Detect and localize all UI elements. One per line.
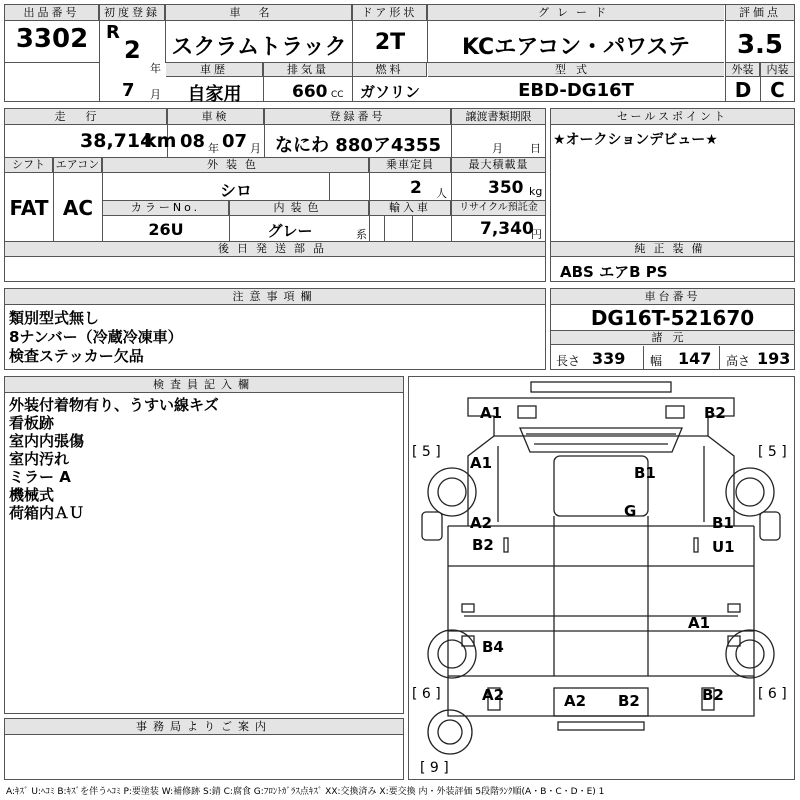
svg-text:A2: A2 [482, 686, 505, 704]
load: 350 [488, 178, 524, 198]
legend-text: A:ｷｽﾞ U:ﾍｺﾐ B:ｷｽﾞを伴うﾍｺﾐ P:要塗装 W:補修跡 S:錆 C:腐食 G:ﾌﾛﾝﾄｶﾞﾗｽ点ｷｽﾞ XX:交換済み X:要交換 内・外装評価 5段階ﾗﾝｸ順(A・B・C・D・E) 1 [6, 787, 605, 797]
note-line: 検査ステッカー欠品 [9, 347, 144, 365]
inspector-line: 室内汚れ [9, 450, 70, 468]
plate-header: 登録番号 [265, 109, 451, 125]
office-header: 事務局よりご案内 [5, 719, 403, 735]
insp-year: 08 [180, 131, 206, 152]
svg-text:B2: B2 [704, 404, 726, 422]
int-color: グレー [267, 222, 313, 240]
load-header: 最大積載量 [452, 158, 545, 173]
color-no-header: カラーNo. [103, 201, 229, 216]
recycle-fee: 7,340 [480, 219, 534, 239]
svg-text:[ 5 ]: [ 5 ] [758, 444, 787, 460]
svg-text:[ 6 ]: [ 6 ] [758, 686, 787, 702]
first-reg-header: 初度登録 [100, 5, 165, 21]
displacement: 660 [292, 82, 328, 102]
ext-color-header: 外装色 [103, 158, 369, 173]
grade: KCエアコン・パワステ [461, 35, 690, 60]
transfer-day-unit: 日 [530, 142, 541, 155]
inspector-line: 看板跡 [9, 414, 55, 432]
fuel-header: 燃料 [353, 63, 427, 77]
mileage-header: 走行 [5, 109, 167, 125]
displacement-header: 排気量 [264, 63, 352, 77]
import-header: 輸入車 [370, 201, 451, 216]
svg-text:A2: A2 [470, 514, 493, 532]
grade-header: グレード [428, 5, 724, 21]
int-color-unit: 系 [356, 228, 367, 241]
height-label: 高さ [726, 354, 751, 368]
shift: FAT [9, 196, 49, 220]
interior-score: C [770, 78, 785, 102]
inspector-block [4, 376, 404, 714]
door-type: 2T [374, 30, 406, 55]
recycle-unit: 円 [531, 228, 542, 241]
chassis-number: DG16T-521670 [590, 306, 755, 330]
model: EBD-DG16T [518, 80, 634, 101]
svg-text:[ 5 ]: [ 5 ] [412, 444, 441, 460]
svg-text:B2: B2 [472, 536, 494, 554]
svg-text:A2: A2 [564, 692, 587, 710]
svg-text:B2: B2 [618, 692, 640, 710]
exterior-score: D [734, 78, 752, 102]
svg-text:B4: B4 [482, 638, 504, 656]
model-header: 型式 [428, 63, 724, 77]
ac: AC [62, 196, 94, 220]
vehicle-damage-diagram [408, 376, 795, 780]
insp-month-unit: 月 [250, 142, 261, 155]
notes-header: 注意事項欄 [5, 289, 545, 305]
transfer-month-unit: 月 [492, 142, 503, 155]
lot-no-header: 出品番号 [5, 5, 99, 21]
mileage: 38,714 [80, 130, 154, 152]
era: R [106, 22, 120, 43]
car-name: スクラムトラック [171, 35, 347, 60]
svg-text:B2: B2 [702, 686, 724, 704]
plate-number: なにわ 880ア4355 [275, 135, 441, 156]
year-unit: 年 [150, 62, 161, 75]
svg-text:A1: A1 [688, 614, 711, 632]
insp-month: 07 [222, 131, 248, 152]
capacity-header: 乗車定員 [370, 158, 451, 173]
exterior-header: 外装 [726, 63, 760, 77]
inspector-line: 外装付着物有り、うすい線キズ [9, 396, 219, 414]
svg-text:[ 9 ]: [ 9 ] [420, 760, 449, 776]
mileage-unit: km [144, 130, 177, 152]
history-header: 車歴 [166, 63, 263, 77]
inspector-header: 検査員記入欄 [5, 377, 403, 393]
height: 193 [757, 349, 791, 368]
inspection-header: 車検 [168, 109, 264, 125]
reg-year: 2 [124, 36, 141, 64]
ext-color: シロ [219, 181, 252, 200]
length: 339 [592, 349, 626, 368]
color-no: 26U [148, 220, 184, 239]
note-line: 8ナンバー（冷蔵冷凍車） [9, 328, 183, 346]
score: 3.5 [736, 30, 784, 60]
svg-text:U1: U1 [712, 538, 735, 556]
chassis-header: 車台番号 [551, 289, 794, 305]
capacity-unit: 人 [436, 187, 447, 200]
shift-header: シフト [5, 158, 53, 173]
width: 147 [678, 349, 712, 368]
capacity: 2 [410, 178, 422, 198]
length-label: 長さ [556, 354, 581, 368]
int-color-header: 内装色 [230, 201, 369, 216]
width-label: 幅 [650, 354, 663, 368]
inspector-line: 室内内張傷 [9, 432, 85, 450]
svg-text:G: G [624, 502, 637, 520]
equipment-header: 純正装備 [551, 242, 794, 257]
recycle-header: リサイクル預託金 [452, 201, 545, 216]
equipment: ABS エアB PS [560, 263, 668, 281]
interior-header: 内装 [761, 63, 794, 77]
svg-text:B1: B1 [634, 464, 656, 482]
spec-header: 諸元 [551, 330, 794, 345]
svg-text:[ 6 ]: [ 6 ] [412, 686, 441, 702]
car-history: 自家用 [187, 84, 242, 105]
reg-month: 7 [122, 80, 135, 101]
inspector-line: ミラー A [9, 468, 71, 486]
lot-number: 3302 [15, 24, 89, 54]
inspector-line: 荷箱内ＡＵ [9, 504, 85, 522]
inspector-line: 機械式 [9, 486, 55, 504]
later-parts-header: 後日発送部品 [5, 242, 545, 257]
transfer-header: 譲渡書類期限 [452, 109, 545, 125]
fuel: ガソリン [359, 83, 420, 101]
note-line: 類別型式無し [9, 309, 100, 327]
door-header: ドア形状 [353, 5, 427, 21]
month-unit: 月 [150, 88, 161, 101]
svg-text:B1: B1 [712, 514, 734, 532]
ac-header: エアコン [54, 158, 102, 173]
load-unit: kg [529, 185, 543, 198]
displacement-unit: CC [331, 90, 344, 100]
svg-text:A1: A1 [470, 454, 493, 472]
selling-point: ★オークションデビュー★ [553, 132, 718, 148]
selling-point-header: セールスポイント [551, 109, 794, 125]
insp-year-unit: 年 [208, 142, 219, 155]
svg-text:A1: A1 [480, 404, 503, 422]
car-name-header: 車名 [166, 5, 352, 21]
score-header: 評価点 [726, 5, 794, 21]
